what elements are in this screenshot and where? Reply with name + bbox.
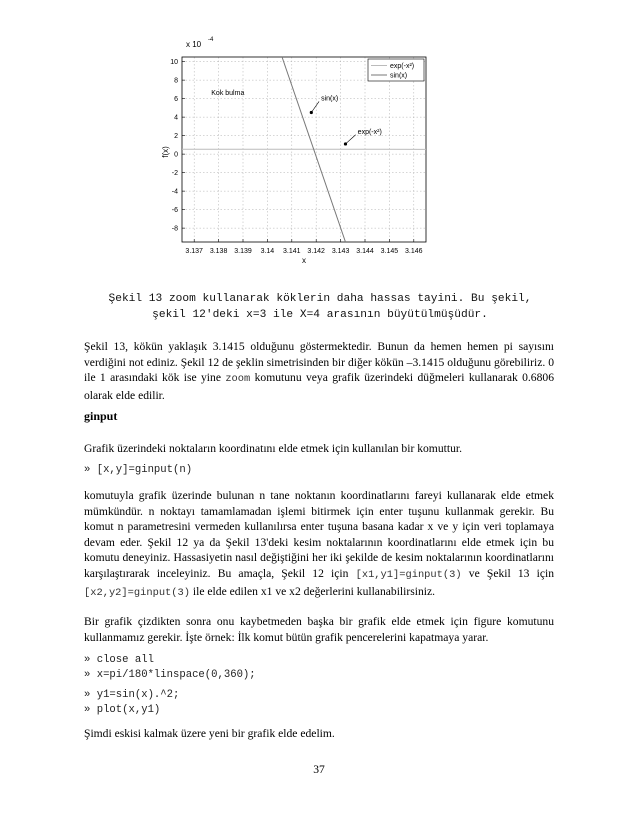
y-exponent-label: x 10 <box>186 40 202 49</box>
inline-code-ginput2: [x2,y2]=ginput(3) <box>84 586 191 599</box>
y-tick-label: -8 <box>171 225 178 233</box>
annotation-2: exp(-x²) <box>357 128 382 136</box>
y-tick-label: -2 <box>171 170 178 178</box>
y-axis-label: f(x) <box>161 146 170 158</box>
paragraph-text: komutunu veya grafik üzerindeki düğmeleri kullanarak 0.6806 olarak elde edilir. <box>84 371 554 402</box>
code-linspace: » x=pi/180*linspace(0,360); <box>84 669 256 681</box>
y-tick-label: 0 <box>174 151 178 159</box>
x-tick-label: 3.146 <box>405 248 423 255</box>
y-tick-label: 6 <box>174 96 178 104</box>
annotation-1: sin(x) <box>321 95 339 103</box>
y-tick-label: 10 <box>170 59 178 67</box>
y-exponent: -4 <box>208 37 214 43</box>
y-tick-label: 8 <box>174 77 178 85</box>
paragraph-text: komutuyla grafik üzerinde bulunan n tane noktanın koordinatlarını fareyi kullanarak elde etmek mümkündür. n noktayı tamamlamadan işlemi bitirmek için enter tuşunu kullanmak gerekir. Bu komut n parametresini vermeden kullanılırsa enter tuşuna basana kadar x ve y için veri toplamaya devam eder. Şekil 12 ya da Şekil 13'deki kesim noktalarının koordinatlarını elde etmek için bu komutu deneyiniz. Hassasiyetin nasıl değiştiğini her iki şekilde de kesim noktalarının koordinatlarını karşılaştırarak inceleyiniz. Bu amaçla, Şekil 12 için <box>84 489 554 580</box>
paragraph-ginput-usage <box>84 488 554 601</box>
figure-caption-line1: Şekil 13 zoom kullanarak köklerin daha hassas tayini. Bu şekil, <box>108 293 532 305</box>
figure-caption-line2: şekil 12'deki x=3 ile X=4 arasının büyütülmüşüdür. <box>152 309 488 321</box>
x-tick-label: 3.14 <box>260 248 275 255</box>
x-tick-label: 3.142 <box>307 248 325 255</box>
x-tick-label: 3.143 <box>331 248 350 255</box>
x-axis-label: x <box>302 256 306 265</box>
paragraph-text: ve Şekil 13 için <box>461 566 554 580</box>
paragraph-text: ile elde edilen x1 ve x2 değerlerini kullanabilirsiniz. <box>190 584 436 598</box>
paragraph-ginput-intro: Grafik üzerindeki noktaların koordinatını elde etmek için kullanılan bir komuttur. <box>84 442 462 455</box>
code-close-all: » close all <box>84 654 154 666</box>
section-heading-ginput: ginput <box>84 409 118 423</box>
annotation-arrowhead-2 <box>344 142 347 145</box>
legend-label-sin: sin(x) <box>390 72 408 80</box>
zoom-root-plot <box>150 30 450 270</box>
x-tick-label: 3.144 <box>356 248 374 255</box>
annotation-arrow-1 <box>311 101 319 112</box>
annotation-arrow-2 <box>345 135 355 144</box>
annotation-0: Kok bulma <box>211 89 245 97</box>
y-tick-label: -4 <box>171 188 178 196</box>
x-tick-label: 3.145 <box>380 248 399 255</box>
x-tick-label: 3.141 <box>283 248 301 255</box>
paragraph-text: Şekil 13, kökün yaklaşık 3.1415 olduğunu göstermektedir. Bunun da hemen hemen pi sayısını verdiğini not ediniz. Şekil 12 de şeklin simetrisinden bir diğer kökün –3.1415 olduğunu görebiliriz. 0 ile 1 arasındaki kök ise yine <box>84 340 554 385</box>
code-ginput: » [x,y]=ginput(n) <box>84 464 193 476</box>
page-number: 37 <box>313 763 325 776</box>
y-tick-label: -6 <box>171 207 178 215</box>
y-tick-label: 4 <box>174 114 178 122</box>
x-tick-label: 3.137 <box>185 248 203 255</box>
inline-code-zoom: zoom <box>225 373 251 386</box>
code-sin-squared: » y1=sin(x).^2; <box>84 689 180 701</box>
paragraph-root-result <box>84 339 554 403</box>
paragraph-new-plot: Şimdi eskisi kalmak üzere yeni bir grafik elde edelim. <box>84 727 335 740</box>
inline-code-ginput1: [x1,y1]=ginput(3) <box>355 568 462 581</box>
x-tick-label: 3.138 <box>209 248 228 255</box>
legend <box>368 59 424 81</box>
code-plot: » plot(x,y1) <box>84 704 161 716</box>
legend-label-exp: exp(-x²) <box>390 63 415 70</box>
x-tick-label: 3.139 <box>234 248 252 255</box>
y-tick-label: 2 <box>174 133 178 141</box>
paragraph-figure-command: Bir grafik çizdikten sonra onu kaybetmeden başka bir grafik elde etmek için figure komutunu kullanmamız gerekir. İşte örnek: İlk komut bütün grafik pencerelerini kapatmaya yarar. <box>84 615 554 644</box>
annotation-arrowhead-1 <box>310 111 313 114</box>
